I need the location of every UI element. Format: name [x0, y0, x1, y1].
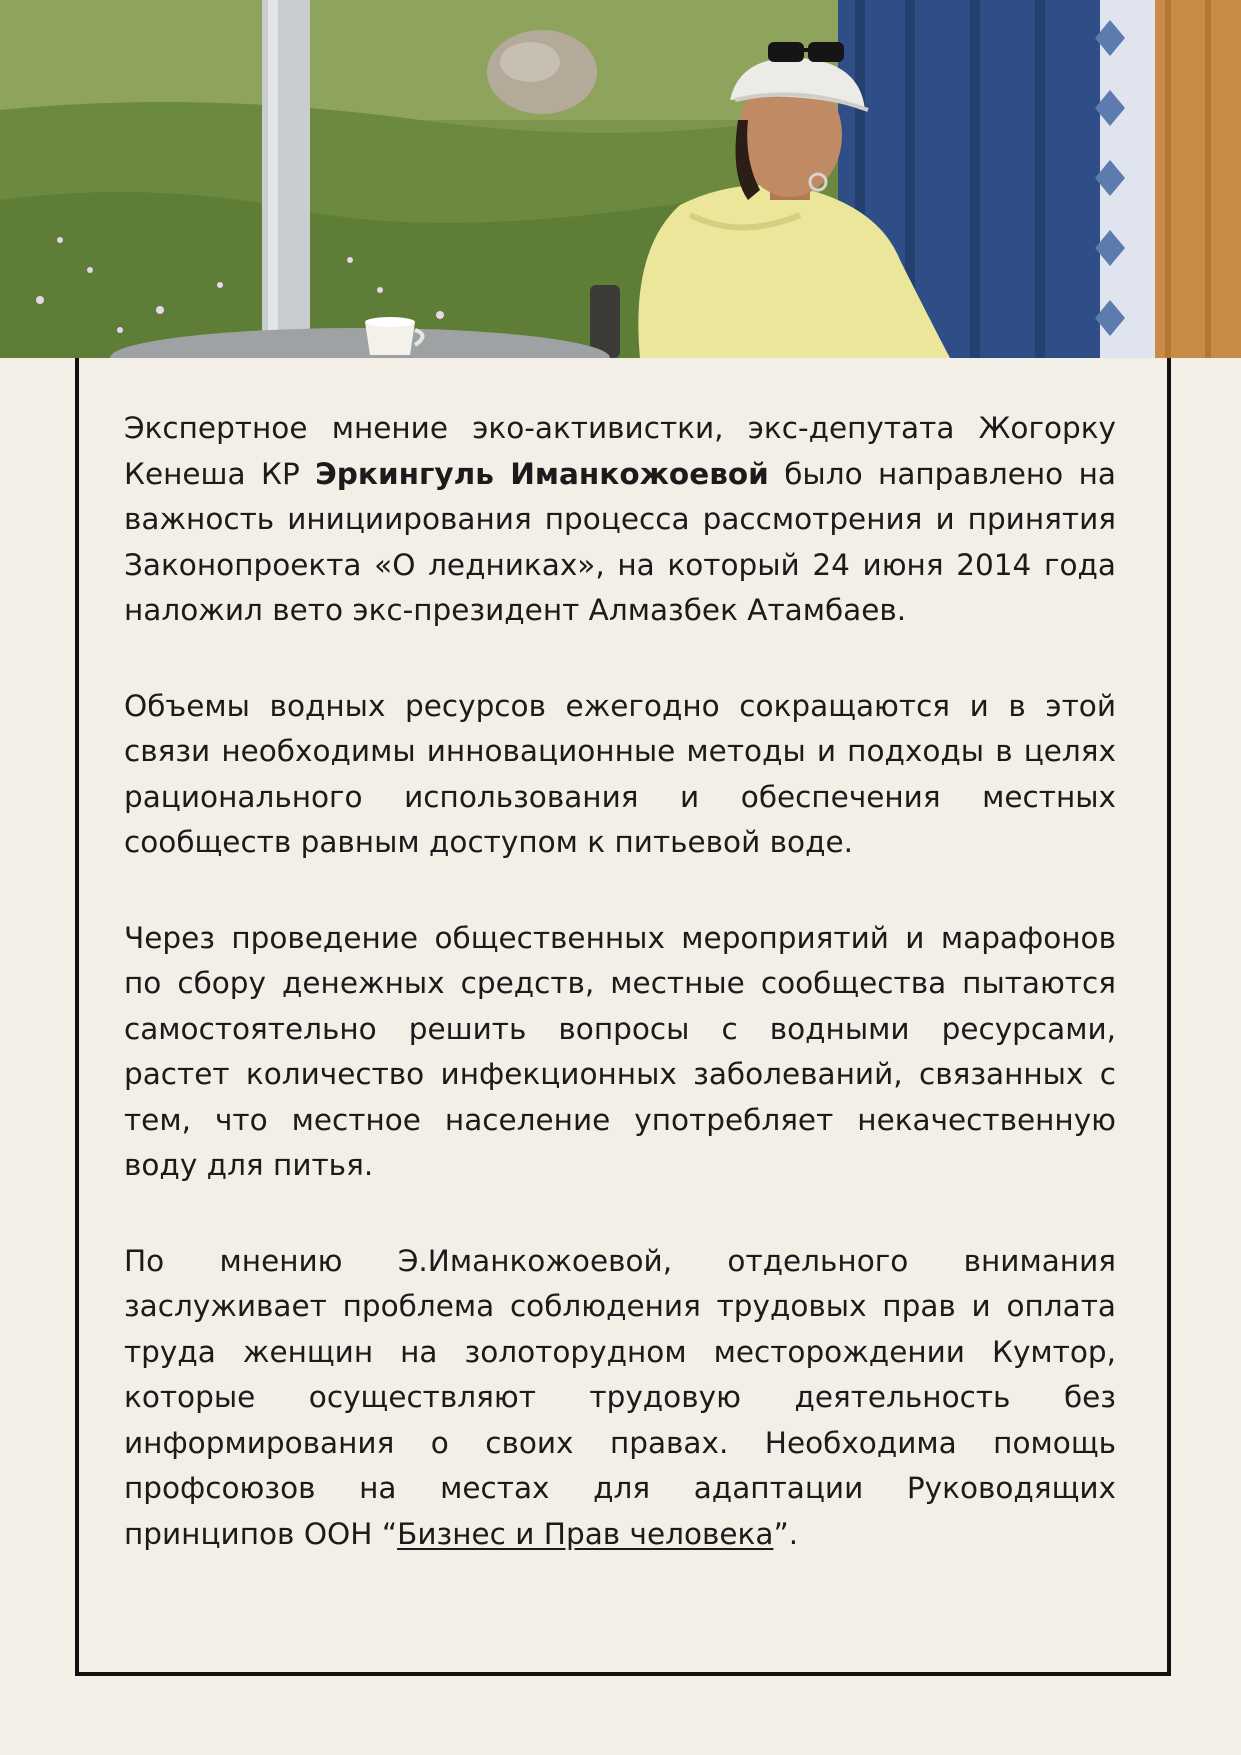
- paragraph-1: [124, 406, 1116, 634]
- paragraph-4-end: ”.: [773, 1516, 799, 1551]
- header-photo: [0, 0, 1241, 358]
- paragraph-3: Через проведение общественных мероприятий и марафонов по сбору денежных средств, местные сообщества пытаются самостоятельно решить вопросы с водными ресурсами, растет количество инфекционных заболеваний, связанных с тем, что местное население употребляет некачественную воду для питья.: [124, 920, 1116, 1182]
- paragraph-4: [124, 1239, 1116, 1558]
- expert-name: Эркингуль Иманкожоевой: [315, 456, 769, 491]
- paragraph-2: Объемы водных ресурсов ежегодно сокращаются и в этой связи необходимы инновационные методы и подходы в целях рационального использования и обеспечения местных сообществ равным доступом к питьевой воде.: [124, 688, 1116, 859]
- un-principles-link[interactable]: Бизнес и Прав человека: [397, 1516, 774, 1551]
- paragraph-1-intro: Экспертное мнение эко-активистки, экс-депутата Жогорку Кенеша КР: [124, 411, 1116, 491]
- article-body: [124, 406, 1116, 1557]
- paragraph-1-rest: было направлено на важность инициирования процесса рассмотрения и принятия Законопроекта «О ледниках», на который 24 июня 2014 года наложил вето экс-президент Алмазбек Атамбаев.: [124, 456, 1116, 627]
- photo-woman-at-table-icon: [0, 0, 1241, 358]
- paragraph-4-text: По мнению Э.Иманкожоевой, отдельного внимания заслуживает проблема соблюдения трудовых прав и оплата труда женщин на золоторудном месторождении Кумтор, которые осуществляют трудовую деятельность без информирования о своих правах. Необходима помощь профсоюзов на местах для адаптации Руководящих принципов ООН “: [124, 1243, 1116, 1551]
